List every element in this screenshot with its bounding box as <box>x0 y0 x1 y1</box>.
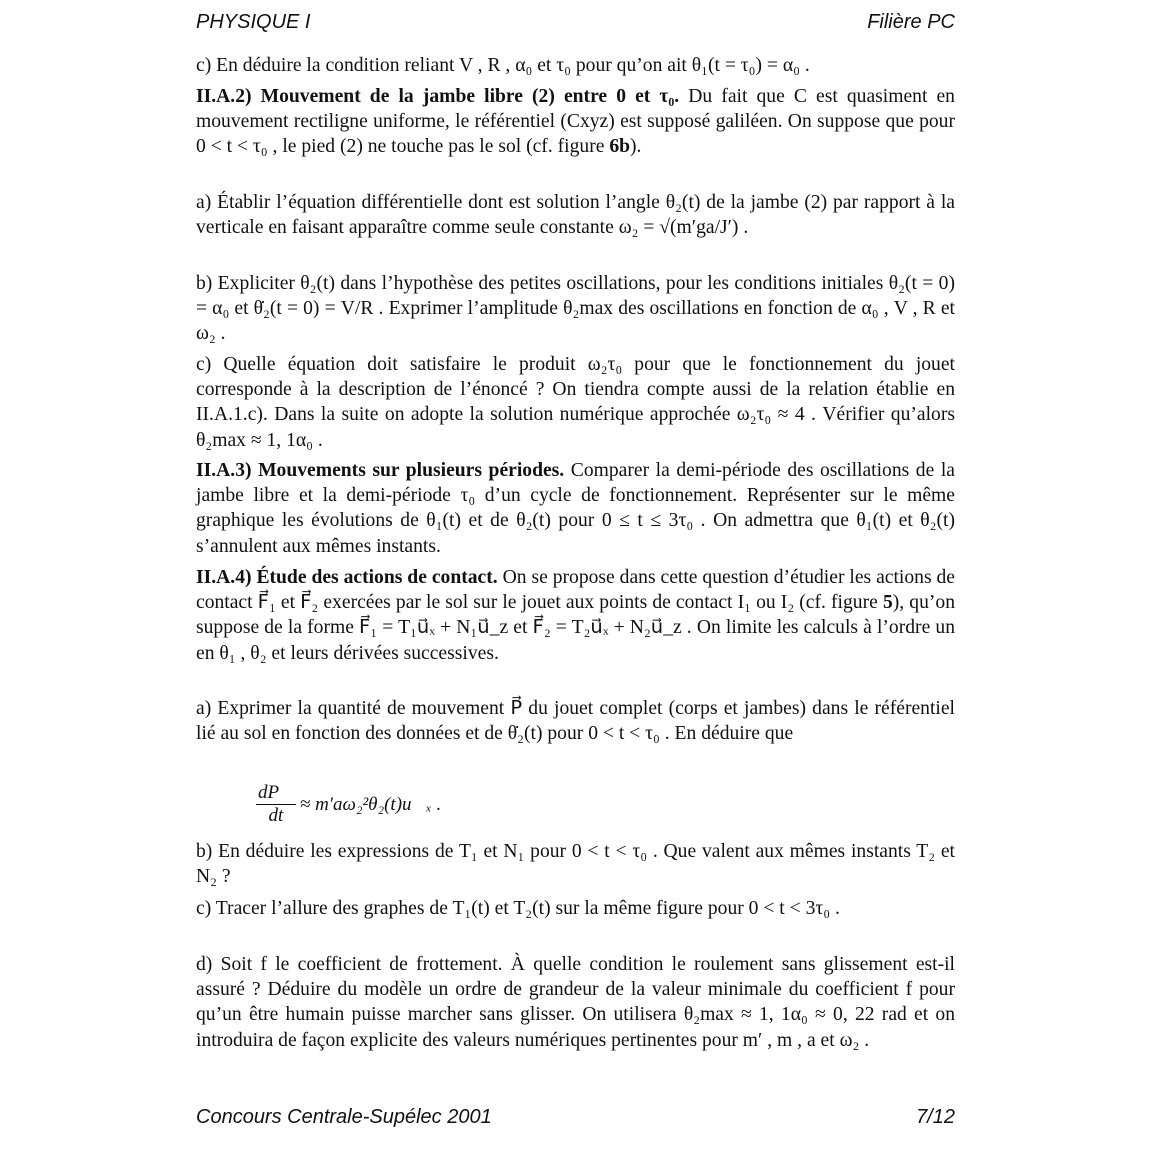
section-title: II.A.4) Étude des actions de contact. <box>196 567 498 588</box>
figure-ref: 5 <box>882 592 893 614</box>
header-right: Filière PC <box>867 11 955 33</box>
formula-rhs: ≈ m′aω₂²θ₂(t)u⃗ₓ . <box>299 793 442 815</box>
header-left: PHYSIQUE I <box>196 11 311 33</box>
page-number: 7/12 <box>916 1106 955 1128</box>
section-end: ). <box>630 136 642 158</box>
fraction <box>256 782 296 827</box>
question-c-condition: c) En déduire la condition reliant V , R , α₀ et τ₀ pour qu’on ait θ₁(t = τ₀) = α₀ . <box>196 55 810 76</box>
question-b-forces: b) En déduire les expressions de T₁ et N₁ pour 0 < t < τ₀ . Que valent aux mêmes instants T₂ et N₂ ? <box>196 841 955 888</box>
question-c: c) Quelle équation doit satisfaire le produit ω₂τ₀ pour que le fonctionnement du jouet corresponde à la description de l’énoncé ? On tiendra compte aussi de la relation établie en II.A.1.c). Dans la suite on adopte la solution numérique approchée ω₂τ₀ ≈ 4 . Vérifier qu’alors θ₂max ≈ 1, 1α₀ . <box>196 354 955 451</box>
question-a: a) Établir l’équation différentielle dont est solution l’angle θ₂(t) de la jambe (2) par rapport à la verticale en faisant apparaître comme seule constante ω₂ = √(m′ga/J′) . <box>196 192 955 239</box>
section-title: II.A.2) Mouvement de la jambe libre (2) entre 0 et τ₀. <box>196 86 680 107</box>
momentum-formula <box>256 782 441 827</box>
question-c-graphs: c) Tracer l’allure des graphes de T₁(t) et T₂(t) sur la même figure pour 0 < t < 3τ₀ . <box>196 898 840 919</box>
footer-left: Concours Centrale-Supélec 2001 <box>196 1106 492 1128</box>
section-II-A-3 <box>196 458 955 559</box>
question-a-momentum: a) Exprimer la quantité de mouvement P⃗ du jouet complet (corps et jambes) dans le référentiel lié au sol en fonction des données et de θ̇₂(t) pour 0 < t < τ₀ . En déduire que <box>196 698 955 745</box>
fraction-denominator: dt <box>268 805 284 826</box>
question-b: b) Expliciter θ₂(t) dans l’hypothèse des petites oscillations, pour les conditions initiales θ₂(t = 0) = α₀ et θ̇₂(t = 0) = V/R . Exprimer l’amplitude θ₂max des oscillations en fonction de α₀ , V , R et ω₂ . <box>196 273 955 345</box>
question-d-friction: d) Soit f le coefficient de frottement. À quelle condition le roulement sans glissement est-il assuré ? Déduire du modèle un ordre de grandeur de la valeur minimale du coefficient f pour qu’un être humain puisse marcher sans glisser. On utilisera θ₂max ≈ 1, 1α₀ ≈ 0, 22 rad et on introduira de façon explicite des valeurs numériques pertinentes pour m′ , m , a et ω₂ . <box>196 954 955 1051</box>
figure-ref: 6b <box>609 136 631 158</box>
section-body: On se propose dans cette question d’étudier les actions de contact F⃗₁ et F⃗₂ exercées par le sol sur le jouet aux points de contact I₁ ou I₂ (cf. figure <box>196 567 955 614</box>
section-title: II.A.3) Mouvements sur plusieurs périodes. <box>196 460 565 481</box>
section-II-A-4 <box>196 565 955 666</box>
fraction-numerator: dP⃗ <box>258 782 294 803</box>
section-end: ), qu’on suppose de la forme F⃗₁ = T₁u⃗ₓ + N₁u⃗_z et F⃗₂ = T₂u⃗ₓ + N₂u⃗_z . On limite les calculs à l’ordre un en θ₁ , θ₂ et leurs dérivées successives. <box>196 592 955 664</box>
section-body: Du fait que C est quasiment en mouvement rectiligne uniforme, le référentiel (Cxyz) est supposé galiléen. On suppose que pour 0 < t < τ₀ , le pied (2) ne touche pas le sol (cf. figure <box>196 86 955 158</box>
section-body: Comparer la demi-période des oscillations de la jambe libre et la demi-période τ₀ d’un cycle de fonctionnement. Représenter sur le même graphique les évolutions de θ₁(t) et de θ₂(t) pour 0 ≤ t ≤ 3τ₀ . On admettra que θ₁(t) et θ₂(t) s’annulent aux mêmes instants. <box>196 460 955 557</box>
section-II-A-2 <box>196 84 955 160</box>
